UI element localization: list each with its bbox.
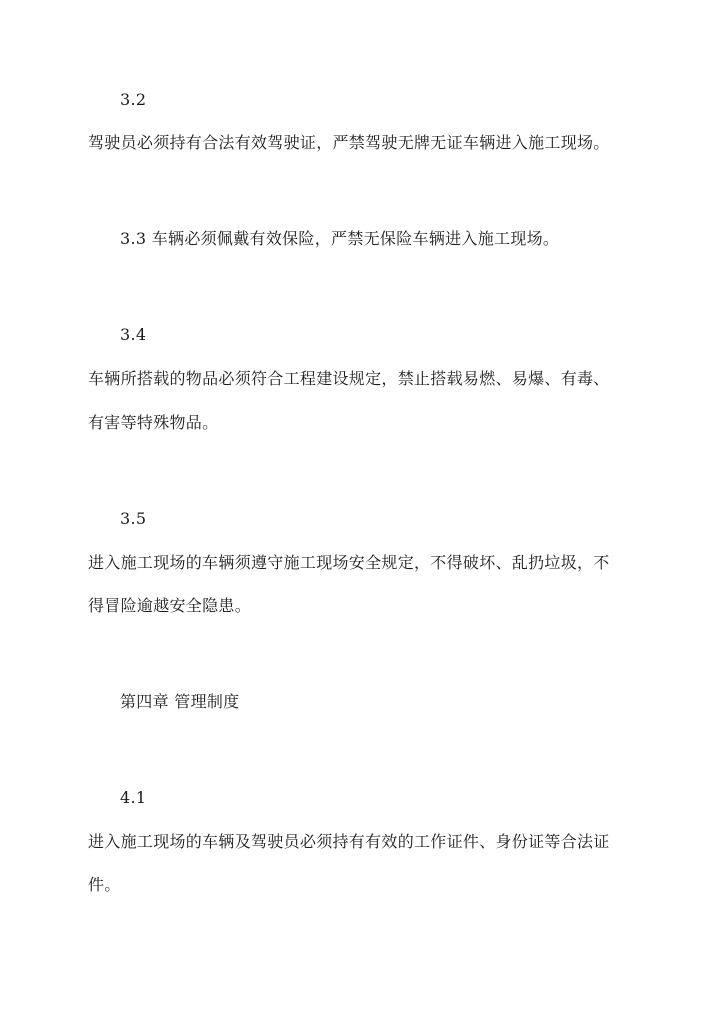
section-3-4-text-line-1: 车辆所搭载的物品必须符合工程建设规定，禁止搭载易燃、易爆、有毒、 <box>88 369 610 388</box>
section-number-4-1: 4.1 <box>120 788 147 807</box>
section-3-5-text-line-2: 得冒险逾越安全隐患。 <box>88 596 252 615</box>
section-4-1-text-line-1: 进入施工现场的车辆及驾驶员必须持有有效的工作证件、身份证等合法证 <box>88 832 610 851</box>
section-3-2-text: 驾驶员必须持有合法有效驾驶证，严禁驾驶无牌无证车辆进入施工现场。 <box>88 133 610 152</box>
chapter-title: 第四章 管理制度 <box>120 692 240 711</box>
section-4-1-text-line-2: 件。 <box>88 875 121 894</box>
section-3-5-text-line-1: 进入施工现场的车辆须遵守施工现场安全规定，不得破坏、乱扔垃圾，不 <box>88 553 610 572</box>
section-number-3-2: 3.2 <box>120 90 147 109</box>
section-3-3-text: 3.3 车辆必须佩戴有效保险，严禁无保险车辆进入施工现场。 <box>120 229 560 248</box>
section-3-4-text-line-2: 有害等特殊物品。 <box>88 413 219 432</box>
section-number-3-4: 3.4 <box>120 325 147 344</box>
section-number-3-5: 3.5 <box>120 509 147 528</box>
